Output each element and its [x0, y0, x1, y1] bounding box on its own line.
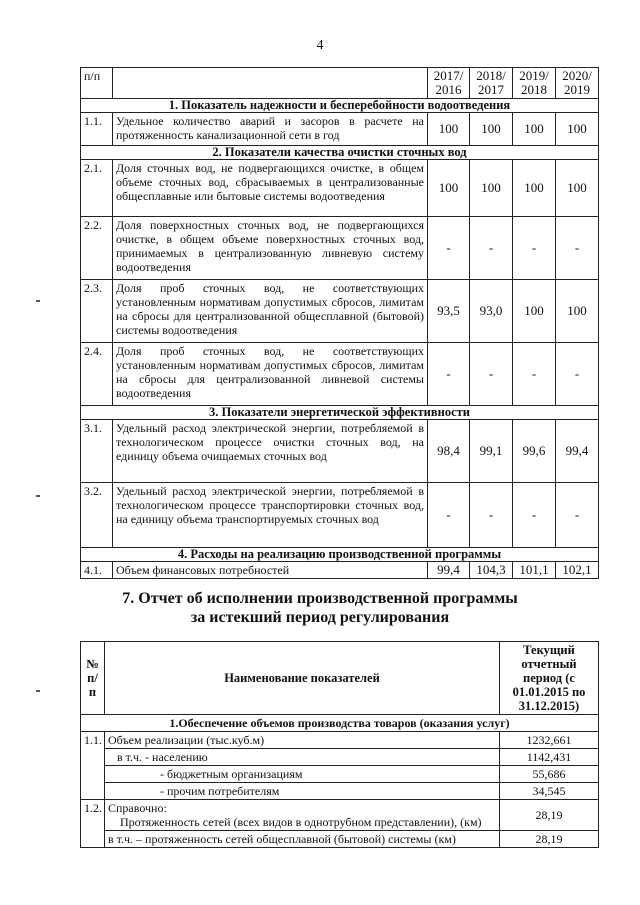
table-row [81, 160, 599, 217]
report-header-num: № п/п [81, 642, 105, 715]
row-value: 104,3 [470, 562, 513, 579]
row-value: - [556, 483, 599, 548]
row-value: 101,1 [513, 562, 556, 579]
header-year: 2018/ 2017 [470, 68, 513, 99]
report-header-row [81, 642, 599, 715]
row-number: 3.2. [81, 483, 113, 548]
table-row [81, 800, 599, 831]
row-value: - [556, 343, 599, 406]
row-number: 2.4. [81, 343, 113, 406]
row-value: - [470, 217, 513, 280]
table-row [81, 113, 599, 146]
row-text: Доля поверхностных сточных вод, не подвергающихся очистке, в общем объеме поверхностных сточных вод, принимаемых в централизованную ливневую систему водоотведения [113, 217, 428, 280]
row-text: Удельное количество аварий и засоров в расчете на протяженность канализационной сети в год [113, 113, 428, 146]
row-value: 55,686 [500, 766, 599, 783]
table-row [81, 343, 599, 406]
table-row [81, 749, 599, 766]
row-text: в т.ч. - населению [105, 749, 500, 766]
row-text: Удельный расход электрической энергии, потребляемой в технологическом процессе очистки сточных вод, на единицу объема очищаемых сточных вод [113, 420, 428, 483]
report-section-title [0, 589, 640, 627]
indicators-section-row [81, 99, 599, 113]
scan-mark [36, 690, 40, 692]
scan-mark [36, 300, 40, 302]
row-text-block [105, 800, 500, 831]
row-value: 100 [556, 113, 599, 146]
row-value: 1142,431 [500, 749, 599, 766]
report-table [80, 641, 599, 848]
header-num: п/п [81, 68, 113, 99]
table-row [81, 831, 599, 848]
page-number: 4 [316, 38, 324, 53]
indicators-table [80, 67, 599, 579]
header-year: 2019/ 2018 [513, 68, 556, 99]
row-value: - [428, 483, 470, 548]
row-value: 100 [428, 160, 470, 217]
row-number: 2.2. [81, 217, 113, 280]
row-text: Доля сточных вод, не подвергающихся очистке, в общем объеме сточных вод, сбрасываемых в централизованные общесплавные или бытовые системы водоотведения [113, 160, 428, 217]
row-value: 99,1 [470, 420, 513, 483]
section-title: 4. Расходы на реализацию производственной программы [81, 548, 599, 562]
row-value: 100 [556, 280, 599, 343]
row-value: 98,4 [428, 420, 470, 483]
table-row [81, 783, 599, 800]
row-text: Удельный расход электрической энергии, потребляемой в технологическом процессе транспортировки сточных вод, на единицу объема транспортируемых сточных вод [113, 483, 428, 548]
header-year: 2017/ 2016 [428, 68, 470, 99]
row-number: 2.3. [81, 280, 113, 343]
row-value: 100 [428, 113, 470, 146]
row-value: - [513, 217, 556, 280]
row-number: 1.1. [81, 732, 105, 800]
section-title: 1. Показатель надежности и бесперебойности водоотведения [81, 99, 599, 113]
row-value: 34,545 [500, 783, 599, 800]
row-value: - [428, 217, 470, 280]
row-value: 99,6 [513, 420, 556, 483]
report-title-line1: 7. Отчет об исполнении производственной программы [122, 590, 518, 607]
row-value: - [513, 483, 556, 548]
row-text: Объем реализации (тыс.куб.м) [105, 732, 500, 749]
report-header-period: Текущий отчетный период (с 01.01.2015 по 31.12.2015) [500, 642, 599, 715]
table-row [81, 562, 599, 579]
row-number: 1.2. [81, 800, 105, 848]
row-value: 99,4 [556, 420, 599, 483]
report-title-line2: за истекший период регулирования [190, 609, 450, 626]
row-value: 100 [513, 280, 556, 343]
row-text: Доля проб сточных вод, не соответствующих установленным нормативам допустимых сбросов, лимитам на сбросы для централизованной ливневой системы водоотведения [113, 343, 428, 406]
row-value: 1232,661 [500, 732, 599, 749]
table-row [81, 217, 599, 280]
row-text: в т.ч. – протяженность сетей общесплавной (бытовой) системы (км) [105, 831, 500, 848]
table-row [81, 766, 599, 783]
report-section-row [81, 715, 599, 732]
row-text: - бюджетным организациям [105, 766, 500, 783]
row-value: - [428, 343, 470, 406]
indicators-section-row [81, 146, 599, 160]
row-value: 100 [513, 113, 556, 146]
row-value: 99,4 [428, 562, 470, 579]
indicators-header-row [81, 68, 599, 99]
row-number: 1.1. [81, 113, 113, 146]
table-row [81, 483, 599, 548]
section-title: 2. Показатели качества очистки сточных вод [81, 146, 599, 160]
header-name [113, 68, 428, 99]
indicators-section-row [81, 406, 599, 420]
row-text: - прочим потребителям [105, 783, 500, 800]
row-value: 28,19 [500, 800, 599, 831]
row-text: Доля проб сточных вод, не соответствующих установленным нормативам допустимых сбросов, лимитам на сбросы для централизованной общесплавной (бытовой) системы водоотведения [113, 280, 428, 343]
row-number: 4.1. [81, 562, 113, 579]
row-value: 100 [556, 160, 599, 217]
row-text: Протяженность сетей (всех видов в однотрубном представлении), (км) [120, 815, 482, 829]
indicators-section-row [81, 548, 599, 562]
row-value: 93,5 [428, 280, 470, 343]
row-label: Справочно: [108, 801, 167, 815]
row-value: 100 [470, 160, 513, 217]
scan-mark [36, 495, 40, 497]
row-value: 93,0 [470, 280, 513, 343]
row-value: 100 [513, 160, 556, 217]
row-value: 100 [470, 113, 513, 146]
report-section-title-cell: 1.Обеспечение объемов производства товаров (оказания услуг) [81, 715, 599, 732]
report-header-name: Наименование показателей [105, 642, 500, 715]
table-row [81, 280, 599, 343]
row-value: - [470, 483, 513, 548]
row-value: - [556, 217, 599, 280]
table-row [81, 732, 599, 749]
row-number: 2.1. [81, 160, 113, 217]
table-row [81, 420, 599, 483]
row-value: 102,1 [556, 562, 599, 579]
row-value: - [470, 343, 513, 406]
header-year: 2020/ 2019 [556, 68, 599, 99]
row-value: - [513, 343, 556, 406]
row-number: 3.1. [81, 420, 113, 483]
row-value: 28,19 [500, 831, 599, 848]
row-text: Объем финансовых потребностей [113, 562, 428, 579]
section-title: 3. Показатели энергетической эффективности [81, 406, 599, 420]
